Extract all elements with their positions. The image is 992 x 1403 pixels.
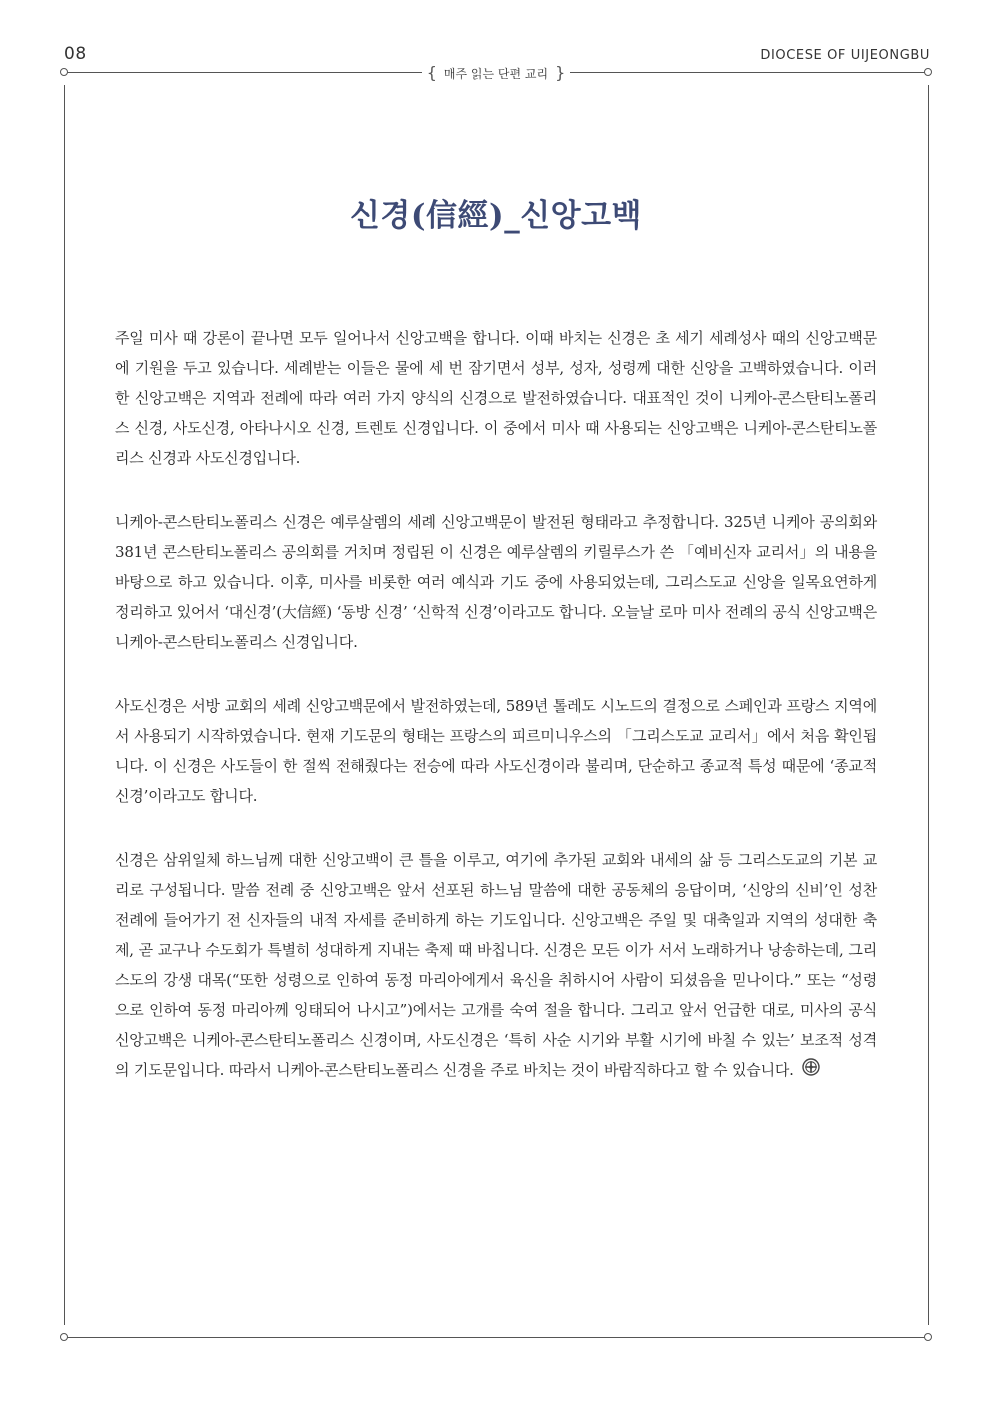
- corner-circle-top-right: [924, 68, 932, 76]
- corner-circle-bottom-left: [60, 1333, 68, 1341]
- right-brace-icon: }: [555, 63, 566, 82]
- left-brace-icon: {: [426, 63, 437, 82]
- corner-circle-top-left: [60, 68, 68, 76]
- cross-emblem-icon: [802, 1056, 820, 1086]
- series-label: [422, 63, 570, 83]
- paragraph-1: 주일 미사 때 강론이 끝나면 모두 일어나서 신앙고백을 합니다. 이때 바치는 신경은 초 세기 세례성사 때의 신앙고백문에 기원을 두고 있습니다. 세례받는 이들은 물에 세 번 잠기면서 성부, 성자, 성령께 대한 신앙을 고백하였습니다. 이러한 신앙고백은 지역과 전례에 따라 여러 가지 양식의 신경으로 발전하였습니다. 대표적인 것이 니케아-콘스탄티노폴리스 신경, 사도신경, 아타나시오 신경, 트렌토 신경입니다. 이 중에서 미사 때 사용되는 신앙고백은 니케아-콘스탄티노폴리스 신경과 사도신경입니다.: [115, 329, 877, 467]
- right-rule: [928, 85, 929, 1325]
- article-title: 신경(信經)_신앙고백: [349, 198, 642, 234]
- paragraph-2: 니케아-콘스탄티노폴리스 신경은 예루살렘의 세례 신앙고백문이 발전된 형태라고 추정합니다. 325년 니케아 공의회와 381년 콘스탄티노폴리스 공의회를 거치며 정립된 이 신경은 예루살렘의 키릴루스가 쓴 「예비신자 교리서」의 내용을 바탕으로 하고 있습니다. 이후, 미사를 비롯한 여러 예식과 기도 중에 사용되었는데, 그리스도교 신앙을 일목요연하게 정리하고 있어서 ‘대신경’(大信經) ‘동방 신경’ ‘신학적 신경’이라고도 합니다. 오늘날 로마 미사 전례의 공식 신앙고백은 니케아-콘스탄티노폴리스 신경입니다.: [115, 513, 877, 651]
- bottom-rule: [67, 1337, 925, 1338]
- paragraph-4-text: 신경은 삼위일체 하느님께 대한 신앙고백이 큰 틀을 이루고, 여기에 추가된 교회와 내세의 삶 등 그리스도교의 기본 교리로 구성됩니다. 말씀 전례 중 신앙고백은 앞서 선포된 하느님 말씀에 대한 공동체의 응답이며, ‘신앙의 신비’인 성찬 전례에 들어가기 전 신자들의 내적 자세를 준비하게 하는 기도입니다. 신앙고백은 주일 및 대축일과 지역의 성대한 축제, 곧 교구나 수도회가 특별히 성대하게 지내는 축제 때 바칩니다. 신경은 모든 이가 서서 노래하거나 낭송하는데, 그리스도의 강생 대목(“또한 성령으로 인하여 동정 마리아에게서 육신을 취하시어 사람이 되셨음을 믿나이다.” 또는 “성령으로 인하여 동정 마리아께 잉태되어 나시고”)에서는 고개를 숙여 절을 합니다. 그리고 앞서 언급한 대로, 미사의 공식 신앙고백은 니케아-콘스탄티노폴리스 신경이며, 사도신경은 ‘특히 사순 시기와 부활 시기에 바칠 수 있는’ 보조적 성격의 기도문입니다. 따라서 니케아-콘스탄티노폴리스 신경을 주로 바치는 것이 바람직하다고 할 수 있습니다.: [115, 851, 877, 1079]
- article-body: [115, 323, 877, 1120]
- left-rule: [64, 85, 65, 1325]
- page-number: 08: [64, 44, 87, 64]
- paragraph-3: 사도신경은 서방 교회의 세례 신앙고백문에서 발전하였는데, 589년 톨레도 시노드의 결정으로 스페인과 프랑스 지역에서 사용되기 시작하였습니다. 현재 기도문의 형태는 프랑스의 피르미니우스의 「그리스도교 교리서」에서 처음 확인됩니다. 이 신경은 사도들이 한 절씩 전해줬다는 전승에 따라 사도신경이라 불리며, 단순하고 종교적 특성 때문에 ‘종교적 신경’이라고도 합니다.: [115, 697, 877, 805]
- series-text: 매주 읽는 단편 교리: [443, 66, 549, 81]
- diocese-label: DIOCESE OF UIJEONGBU: [760, 48, 930, 63]
- corner-circle-bottom-right: [924, 1333, 932, 1341]
- paragraph-4: [115, 845, 877, 1086]
